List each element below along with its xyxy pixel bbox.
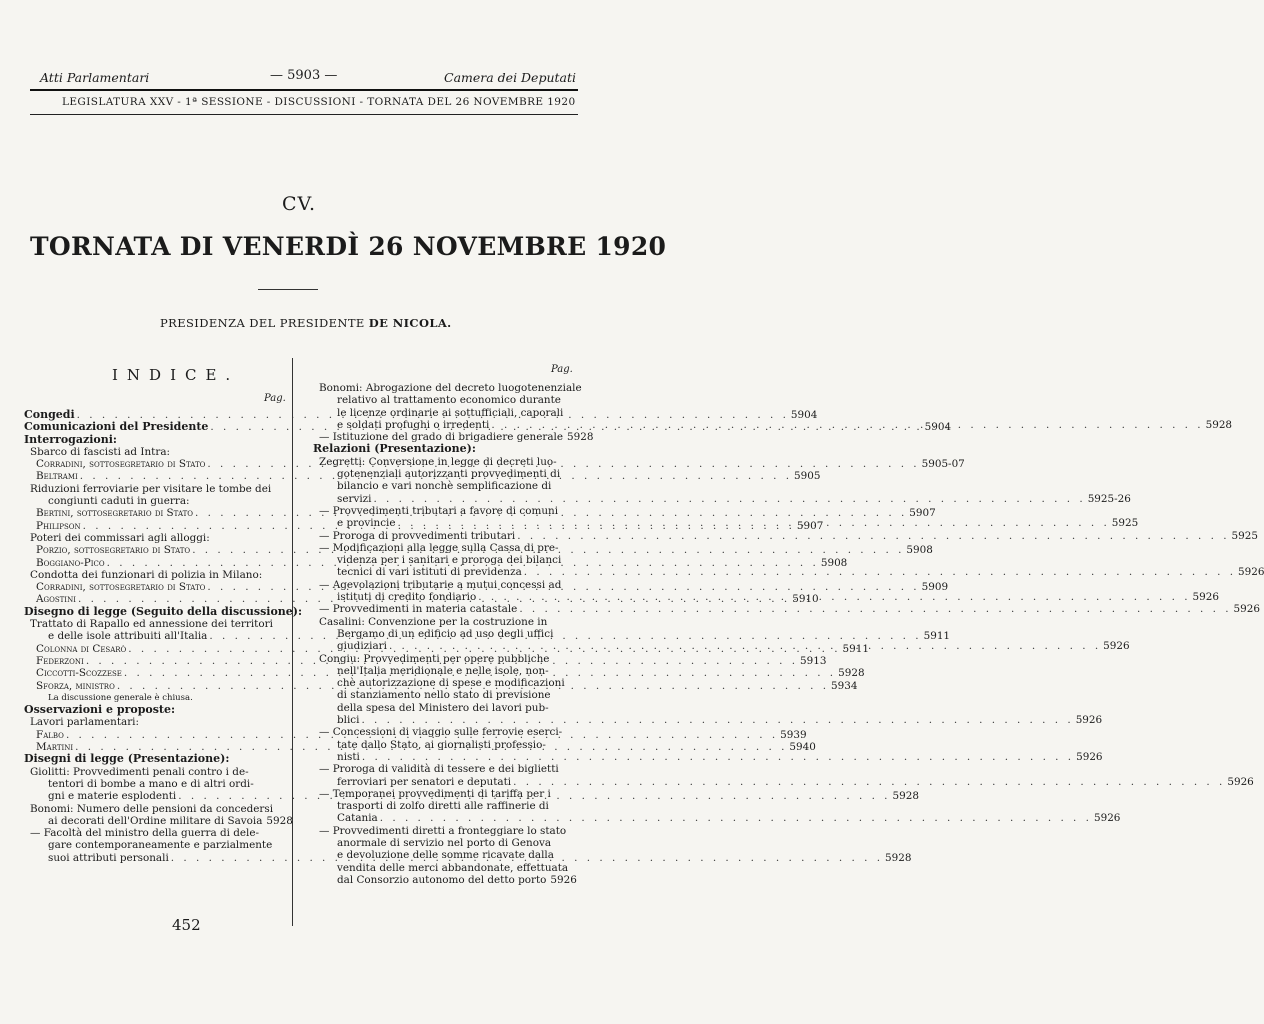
index-entry: La discussione generale è chiusa. xyxy=(48,692,193,703)
index-entry-page: 5926 xyxy=(1192,591,1219,604)
index-entry-text: tecnici di vari istituti di previdenza xyxy=(337,566,522,579)
page-title: TORNATA DI VENERDÌ 26 NOVEMBRE 1920 xyxy=(30,232,667,261)
index-entry-page: 5926 xyxy=(550,873,577,886)
index-entry: le licenze ordinarie ai sottufficiali, caporali xyxy=(337,406,564,419)
index-entry: gare contemporaneamente e parzialmente xyxy=(48,839,273,852)
index-entry: Riduzioni ferroviarie per visitare le tombe dei xyxy=(30,482,272,495)
index-entry: congiunti caduti in guerra: xyxy=(48,495,190,508)
index-entry: Sbarco di fascisti ad Intra: xyxy=(30,445,171,458)
index-entry-text: blici xyxy=(337,714,360,727)
header-rule-bottom xyxy=(30,114,578,115)
index-entry: Giolitti: Provvedimenti penali contro i de- xyxy=(30,765,249,778)
index-entry: nell'Italia meridionale e nelle isole, non- xyxy=(337,664,549,677)
index-entry: — Agevolazioni tributarie a mutui concessi ad xyxy=(319,578,562,591)
index-entry-text: giudiziari xyxy=(337,640,387,653)
index-entry-text: Federzoni xyxy=(36,654,84,667)
index-entry xyxy=(313,714,1103,727)
index-entry-text: ai decorati dell'Ordine militare di Savoia xyxy=(48,814,263,827)
index-entry-page: 5925-26 xyxy=(1087,492,1131,505)
index-entry-text: Corradini, sottosegretario di Stato xyxy=(36,458,206,471)
index-entry-page: 5904 xyxy=(924,421,952,434)
index-entry-page: 5911 xyxy=(923,630,951,643)
index-entry-page: 5928 xyxy=(838,667,865,680)
index-entry-text: Congedi xyxy=(24,408,75,421)
index-entry: di stanziamento nello stato di previsione xyxy=(337,689,551,702)
index-entry-text: — Proroga di provvedimenti tributari xyxy=(319,529,516,542)
index-entry-text: gni e materie esplodenti xyxy=(48,790,177,803)
index-entry-page: 5911 xyxy=(842,642,869,655)
index-entry: e devoluzione delle somme ricavate dalla xyxy=(337,849,554,862)
dot-leader xyxy=(519,603,1231,615)
signature-number: 452 xyxy=(172,916,201,934)
index-entry: Trattato di Rapallo ed annessione dei territori xyxy=(30,618,273,631)
dot-leader xyxy=(373,493,1085,505)
index-entry: bilancio e vari nonchè semplificazione di xyxy=(337,480,552,493)
index-entry: videnza per i sanitari e proroga dei bilanci xyxy=(337,554,562,567)
index-entry-page: 5910 xyxy=(792,593,819,606)
index-entry: — Temporanei provvedimenti di tariffa per i xyxy=(319,787,551,800)
index-entry: trasporti di zolfo diretti alle raffinerie di xyxy=(337,800,549,813)
header-page-number: — 5903 — xyxy=(270,68,338,83)
index-entry-text: Ciccotti-Scozzese xyxy=(36,667,122,680)
index-entry-text: — Istituzione del grado di brigadiere generale xyxy=(319,431,564,444)
index-entry: Disegni di legge (Presentazione): xyxy=(24,752,230,766)
index-entry: — Concessioni di viaggio sulle ferrovie eserci- xyxy=(319,726,563,739)
header-left: Atti Parlamentari xyxy=(40,70,150,85)
index-entry-page: 5926 xyxy=(1075,714,1103,727)
index-entry-page: 5928 xyxy=(567,431,594,444)
index-entry-page: 5908 xyxy=(906,544,933,557)
index-entry: tate dallo Stato, ai giornalisti professio- xyxy=(337,738,546,751)
index-entry: Casalini: Convenzione per la costruzione in xyxy=(319,615,548,628)
index-entry-page: 5926 xyxy=(1076,750,1103,763)
presidency-prefix: PRESIDENZA DEL PRESIDENTE xyxy=(160,316,365,330)
index-heading: INDICE. xyxy=(112,366,240,384)
index-entry: Interrogazioni: xyxy=(24,432,117,446)
dot-leader xyxy=(398,517,1110,529)
index-entry-text: Comunicazioni del Presidente xyxy=(24,420,209,434)
dot-leader xyxy=(517,530,1229,542)
index-entry: Poteri dei commissari agli alloggi: xyxy=(30,531,210,544)
dot-leader xyxy=(524,566,1236,578)
index-entry-text: Agostini xyxy=(36,593,76,606)
index-entry: — Provvedimenti tributari a favore di comuni xyxy=(319,504,559,517)
index-entry-page: 5928 xyxy=(266,814,293,827)
index-entry-text: suoi attributi personali xyxy=(48,851,169,864)
index-entry: Congiu: Provvedimenti per opere pubbliche xyxy=(319,652,550,665)
index-entry-page: 5907 xyxy=(909,507,936,520)
index-entry xyxy=(313,750,1103,763)
index-entry xyxy=(313,492,1131,505)
index-entry-page: 5913 xyxy=(800,654,827,667)
dot-leader xyxy=(361,714,1073,726)
index-entry-text: — Provvedimenti in materia catastale xyxy=(319,603,518,616)
index-entry-text: Catania xyxy=(337,812,378,825)
dot-leader xyxy=(389,640,1101,652)
sitting-number: CV. xyxy=(282,193,316,215)
index-entry: tentori di bombe a mano e di altri ordi- xyxy=(48,777,254,790)
pag-label-right: Pag. xyxy=(551,364,573,375)
index-entry-text: Bertini, sottosegretario di Stato xyxy=(36,507,194,520)
index-entry-text: e soldati profughi o irredenti xyxy=(337,418,490,431)
index-entry-page: 5928 xyxy=(1205,418,1233,431)
index-entry: Bonomi: Abrogazione del decreto luogotenenziale xyxy=(319,382,582,394)
index-entry-page: 5928 xyxy=(892,790,919,803)
index-entry-text: nisti xyxy=(337,750,360,763)
index-entry-page: 5940 xyxy=(789,741,816,754)
dot-leader xyxy=(478,591,1190,606)
index-entry-page: 5925 xyxy=(1231,529,1258,542)
index-entry: vendita delle merci abbandonate, effettuata xyxy=(337,861,569,874)
index-entry-page: 5926 xyxy=(1227,775,1254,788)
pag-label-left: Pag. xyxy=(264,393,286,404)
index-entry: Bonomi: Numero delle pensioni da concedersi xyxy=(30,802,274,815)
index-entry-text: Boggiano-Pico xyxy=(36,556,105,569)
index-entry: Bergamo di un edificio ad uso degli uffici xyxy=(337,627,554,640)
index-entry-text: Colonna di Cesarò xyxy=(36,642,127,655)
index-entry-text: servizi xyxy=(337,492,372,505)
dot-leader xyxy=(491,419,1203,434)
index-entry xyxy=(313,603,1260,616)
index-entry: Relazioni (Presentazione): xyxy=(313,442,476,456)
index-entry-page: 5926 xyxy=(1093,812,1121,825)
index-entry-page: 5926 xyxy=(1238,566,1264,579)
index-entry: — Provvedimenti diretti a fronteggiare lo stato xyxy=(319,824,567,837)
index-entry: anormale di servizio nel porto di Genova xyxy=(337,836,552,849)
index-entry xyxy=(313,529,1258,542)
dot-leader xyxy=(513,776,1225,788)
index-entry-page: 5909 xyxy=(921,581,949,594)
index-entry-text: e provincie xyxy=(337,517,396,530)
index-entry: — Proroga di validità di tessere e dei biglietti xyxy=(319,763,559,776)
index-entry-page: 5905 xyxy=(794,470,821,483)
index-entry xyxy=(24,814,293,827)
index-entry-text: Falbo xyxy=(36,728,64,741)
index-entry-text: Sforza, ministro xyxy=(36,679,115,692)
header-rule-top xyxy=(30,89,578,91)
index-entry: Zegretti: Conversione in legge di decreti luo- xyxy=(319,455,557,468)
index-entry-text: dal Consorzio autonomo del detto porto xyxy=(337,873,547,886)
index-entry-page: 5908 xyxy=(820,556,848,569)
index-entry-text: Philipson xyxy=(36,519,81,532)
index-entry-page: 5926 xyxy=(1233,603,1260,616)
index-entry-page: 5904 xyxy=(790,409,818,421)
dot-leader xyxy=(380,812,1092,824)
index-entry: — Facoltà del ministro della guerra di dele- xyxy=(30,827,260,840)
index-entry-text: Martini xyxy=(36,741,74,754)
index-entry: chè autorizzazione di spese e modificazioni xyxy=(337,677,565,690)
index-entry-page: 5926 xyxy=(1103,640,1130,653)
index-entry: gotenenziali autorizzanti provvedimenti di xyxy=(337,468,561,481)
index-entry-page: 5925 xyxy=(1111,517,1139,530)
index-entry xyxy=(313,566,1264,579)
index-entry: Condotta dei funzionari di polizia in Milano: xyxy=(30,568,263,581)
index-entry: — Modificazioni alla legge sulla Cassa di pre- xyxy=(319,541,559,554)
legislature-line: LEGISLATURA XXV - 1ª SESSIONE - DISCUSSIONI - TORNATA DEL 26 NOVEMBRE 1920 xyxy=(62,96,576,108)
index-entry-text: Beltrami xyxy=(36,470,78,483)
index-entry-page: 5905-07 xyxy=(921,458,965,471)
index-entry-text: ferroviari per senatori e deputati xyxy=(337,775,512,788)
index-entry: Disegno di legge (Seguito della discussione): xyxy=(24,604,303,618)
index-entry-page: 5939 xyxy=(780,728,807,741)
index-entry xyxy=(313,812,1121,825)
presidency-name: DE NICOLA. xyxy=(368,316,452,330)
index-entry: della spesa del Ministero dei lavori pub- xyxy=(337,701,549,714)
index-entry xyxy=(313,873,577,886)
index-entry-text: istituti di credito fondiario xyxy=(337,591,477,604)
title-divider xyxy=(258,289,318,290)
index-entry: relativo al trattamento economico durante xyxy=(337,394,561,407)
header-right: Camera dei Deputati xyxy=(444,70,577,85)
dot-leader xyxy=(362,751,1074,763)
index-entry: Lavori parlamentari: xyxy=(30,716,140,729)
index-entry-page: 5928 xyxy=(885,851,912,864)
index-entry: Osservazioni e proposte: xyxy=(24,703,176,717)
index-entry-page: 5907 xyxy=(796,519,824,532)
index-entry-page: 5934 xyxy=(831,679,858,692)
index-entry-text: Corradini, sottosegretario di Stato xyxy=(36,581,206,594)
index-entry xyxy=(313,775,1254,788)
presidency-line xyxy=(160,316,452,330)
index-entry-text: Porzio, sottosegretario di Stato xyxy=(36,544,191,557)
index-entry-text: e delle isole attribuiti all'Italia xyxy=(48,630,208,643)
